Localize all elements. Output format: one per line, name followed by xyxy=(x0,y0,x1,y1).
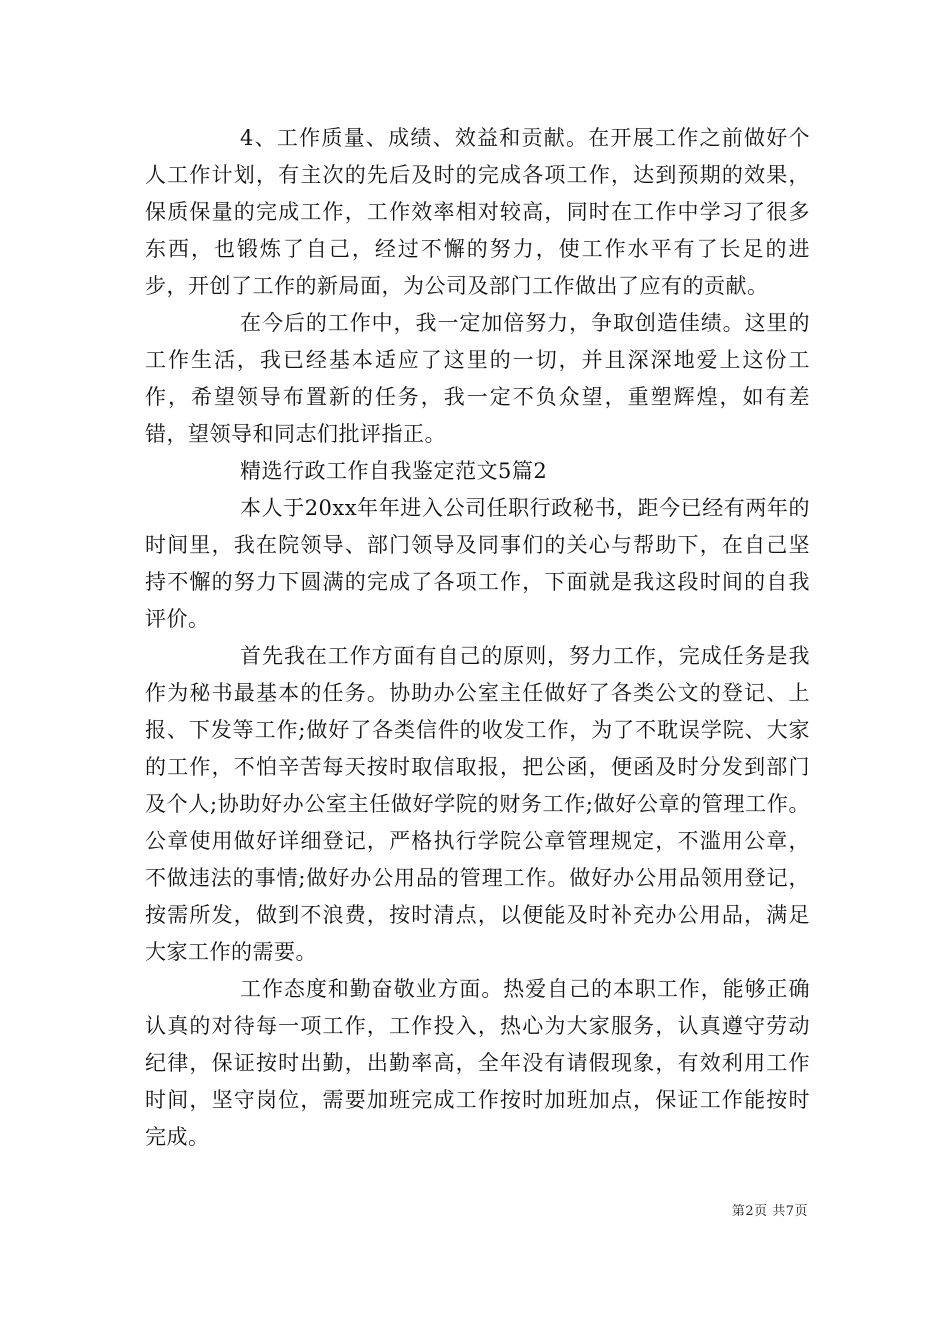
page-number-footer: 第2页 共7页 xyxy=(731,1204,808,1219)
paragraph-work-principles: 首先我在工作方面有自己的原则，努力工作，完成任务是我作为秘书最基本的任务。协助办公室主任做好了各类公文的登记、上报、下发等工作;做好了各类信件的收发工作，为了不耽误学院、大家的工作，不怕辛苦每天按时取信取报，把公函，便函及时分发到部门及个人;协助好办公室主任做好学院的财务工作;做好公章的管理工作。公章使用做好详细登记，严格执行学院公章管理规定，不滥用公章，不做违法的事情;做好办公用品的管理工作。做好办公用品领用登记，按需所发，做到不浪费，按时清点，以便能及时补充办公用品，满足大家工作的需要。 xyxy=(145,644,810,964)
paragraph-work-attitude: 工作态度和勤奋敬业方面。热爱自己的本职工作，能够正确认真的对待每一项工作，工作投入，热心为大家服务，认真遵守劳动纪律，保证按时出勤，出勤率高，全年没有请假现象，有效利用工作时间，坚守岗位，需要加班完成工作按时加班加点，保证工作能按时完成。 xyxy=(145,977,810,1149)
paragraph-future-work: 在今后的工作中，我一定加倍努力，争取创造佳绩。这里的工作生活，我已经基本适应了这里的一切，并且深深地爱上这份工作，希望领导布置新的任务，我一定不负众望，重塑辉煌，如有差错，望领导和同志们批评指正。 xyxy=(145,311,810,446)
paragraph-work-quality: 4、工作质量、成绩、效益和贡献。在开展工作之前做好个人工作计划，有主次的先后及时的完成各项工作，达到预期的效果，保质保量的完成工作，工作效率相对较高，同时在工作中学习了很多东西，也锻炼了自己，经过不懈的努力，使工作水平有了长足的进步，开创了工作的新局面，为公司及部门工作做出了应有的贡献。 xyxy=(145,126,810,298)
paragraph-introduction: 本人于20xx年年进入公司任职行政秘书，距今已经有两年的时间里，我在院领导、部门领导及同事们的关心与帮助下，在自己坚持不懈的努力下圆满的完成了各项工作，下面就是我这段时间的自我评价。 xyxy=(145,496,810,631)
document-body xyxy=(145,120,810,1156)
section-heading: 精选行政工作自我鉴定范文5篇2 xyxy=(240,459,548,483)
